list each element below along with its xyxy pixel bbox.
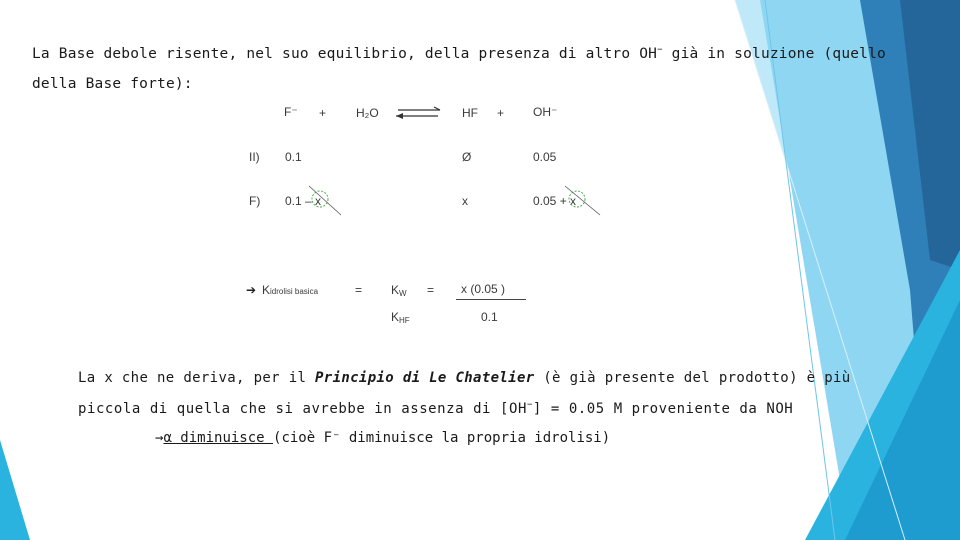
row-label-initial: II) [249,150,260,164]
cancel-mark-x-left [306,183,346,219]
reactant-water: H₂O [356,106,379,120]
conclusion-line-3: →α diminuisce (cioè F⁻ diminuisce la propria idrolisi) [155,430,611,446]
k-expression-arrow: ➔ [246,283,257,297]
final-oh: 0.05 + x [533,194,577,208]
facet-corner [0,440,30,540]
plus-sign: + [319,106,327,120]
product-hf: HF [462,106,478,120]
final-f: 0.1 – x [285,194,322,208]
intro-line-1: La Base debole risente, nel suo equilibrio, della presenza di altro OH− già in soluzione (quello [32,45,886,62]
product-oh: OH⁻ [533,105,558,119]
reactant-f: F⁻ [284,105,298,119]
alpha-decreases: α diminuisce [163,430,274,446]
fraction-numerator: x (0.05 ) [461,282,506,296]
khf-constant: $K_{HF}$ [391,310,410,325]
plus-sign: + [497,106,505,120]
equals-sign: = [427,283,435,297]
k-hydrolysis: Kidrolisi basica [262,283,319,297]
equilibrium-arrows [394,106,442,120]
cancel-mark-x-right [562,183,604,219]
kw-constant: $K_W$ [391,283,407,298]
fraction-bar [456,299,526,300]
equals-sign: = [355,283,363,297]
final-hf: x [462,194,468,208]
initial-f: 0.1 [285,150,302,164]
conclusion-line-1: La x che ne deriva, per il Principio di Le Chatelier (è già presente del prodotto) è più [78,370,851,386]
conclusion-arrow-icon: → [155,430,164,446]
row-label-final: F) [249,194,261,208]
initial-oh: 0.05 [533,150,557,164]
intro-line-2: della Base forte): [32,76,193,92]
initial-hf: Ø [462,150,472,164]
conclusion-line-2: piccola di quella che si avrebbe in assenza di [OH−] = 0.05 M proveniente da NOH [78,400,794,417]
fraction-denominator: 0.1 [481,310,498,324]
